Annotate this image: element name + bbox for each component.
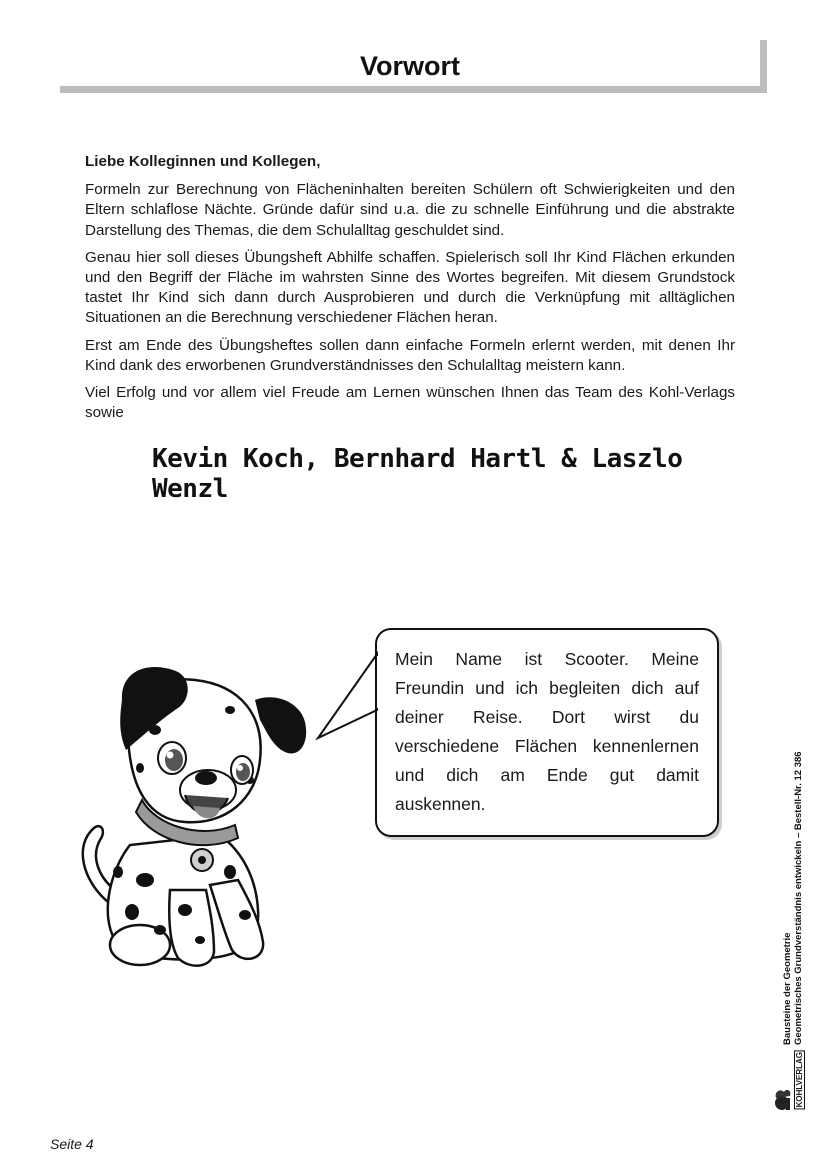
series-title: Bausteine der Geometrie [782,932,793,1045]
letter-body [85,152,735,430]
speech-bubble-text: Mein Name ist Scooter. Meine Freundin und ich begleiten dich auf deiner Reise. Dort wirst du verschiedene Flächen kennenlernen und dich am Ende gut damit auskennen. [395,649,699,814]
paragraph-3: Erst am Ende des Übungsheftes sollen dann einfache Formeln erlernt werden, mit denen Ihr Kind dank des erworbenen Grundverständnisses den Schulalltag meistern kann. [85,336,735,374]
paragraph-2: Genau hier soll dieses Übungsheft Abhilfe schaffen. Spielerisch soll Ihr Kind Flächen erkunden und den Begriff der Fläche im wahrsten Sinne des Wortes begreifen. Mit diesem Grundstock tastet Ihr Kind sich dann durch Ausprobieren und durch die Verknüpfung mit alltäglichen Situationen an die Berechnung verschiedener Flächen heran. [85,248,735,327]
greeting: Liebe Kolleginnen und Kollegen, [85,153,321,170]
kohl-verlag-logo-icon [772,1048,812,1118]
publisher-logo-text: KOHLVERLAG [795,1052,804,1108]
paragraph-4: Viel Erfolg und vor allem viel Freude am Lernen wünschen Ihnen das Team des Kohl-Verlags sowie [85,384,735,422]
page-title: Vorwort [360,51,460,81]
dalmatian-puppy-icon [60,640,330,980]
paragraph-1: Formeln zur Berechnung von Flächeninhalten bereiten Schülern oft Schwierigkeiten und den Eltern schlaflose Nächte. Gründe dafür sind u.a. die zu schnelle Einführung und die abstrakte Darstellung des Themas, die dem Schulalltag geschuldet sind. [85,181,735,239]
book-title-order-number: Geometrisches Grundverständnis entwickeln – Bestell-Nr. 12 386 [793,751,804,1045]
page-number: Seite 4 [50,1136,94,1152]
signature: Kevin Koch, Bernhard Hartl & Laszlo Wenzl [152,444,683,504]
page-header [60,40,767,93]
